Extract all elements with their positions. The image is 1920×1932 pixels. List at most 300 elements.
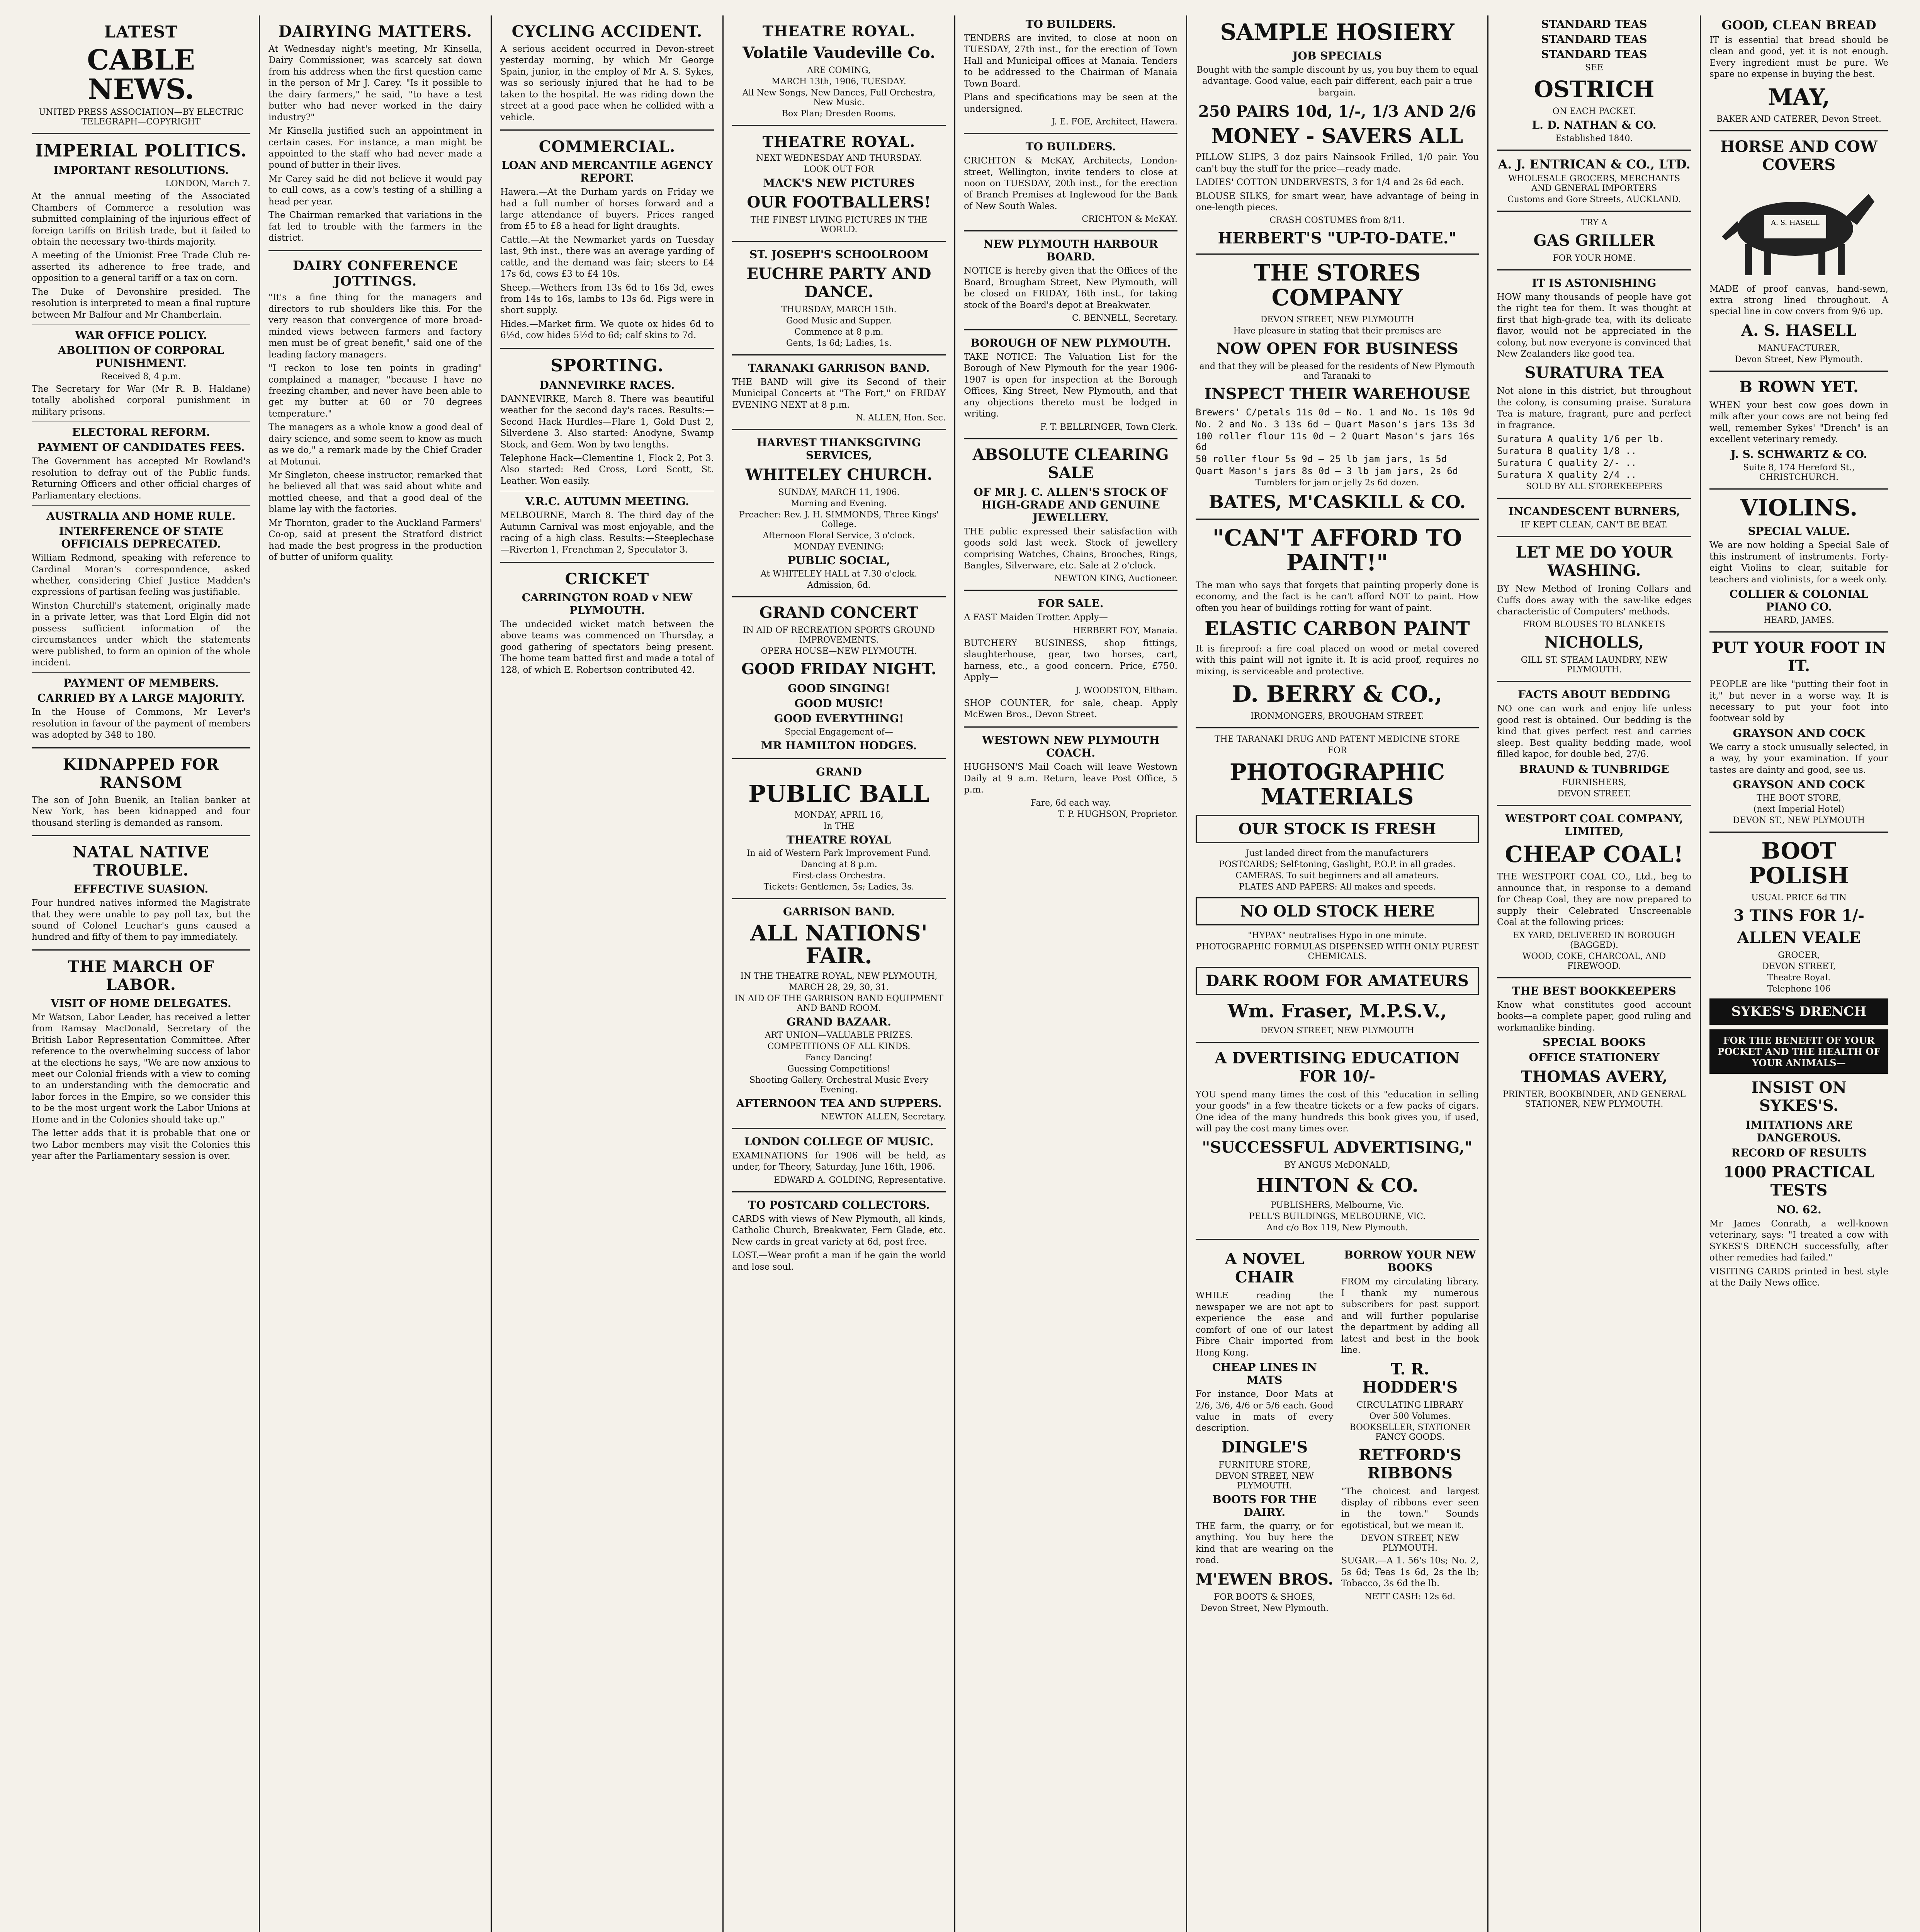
sykes-drench-banner: SYKES'S DRENCH (1709, 998, 1888, 1025)
horse-cover-illustration (1718, 179, 1880, 279)
theatre-royal-line: Theatre Royal. (1767, 973, 1831, 983)
article-paragraph: Hawera.—At the Durham yards on Friday we had a full number of horses forward and a large attendance of buyers. Prices ranged from £5 to £8 a head for light draughts. (500, 187, 714, 231)
pleasure-line: Have pleasure in stating that their premises are (1233, 326, 1441, 336)
interference-heading: INTERFERENCE OF STATE OFFICIALS DEPRECATED. (59, 525, 223, 551)
article-paragraph: A serious accident occurred in Devon-street yesterday morning, by which Mr George Spain, junior, in the employ of Mr A. S. Sykes, was so seriously injured that he had to be taken to the hospital. He was riding down the street at a good pace when he collided with a vehicle. (500, 44, 714, 122)
visiting-text: VISITING CARDS printed in best style at the Daily News office. (1709, 1266, 1888, 1288)
plans-text: Plans and specifications may be seen at the undersigned. (964, 92, 1177, 114)
collier-title: COLLIER & COLONIAL PIANO CO. (1729, 588, 1869, 614)
formulas-line: PHOTOGRAPHIC FORMULAS DISPENSED WITH ONLY PUREST CHEMICALS. (1196, 942, 1479, 961)
visit-heading: VISIT OF HOME DELEGATES. (51, 997, 231, 1010)
elastic-text: It is fireproof: a fire coal placed on wood or metal covered with this paint will not ignite it. It is acid proof, requires no mixing, is serviceable and protective. (1196, 643, 1479, 677)
drug-line: THE TARANAKI DRUG AND PATENT MEDICINE STORE (1214, 735, 1460, 745)
column-news-sport (491, 15, 722, 1932)
dark-room-box: DARK ROOM FOR AMATEURS (1196, 967, 1479, 995)
king-sig: NEWTON KING, Auctioneer. (1054, 574, 1177, 584)
good-clean-title: GOOD, CLEAN BREAD (1721, 18, 1876, 32)
foe-sig: J. E. FOE, Architect, Hawera. (1051, 117, 1177, 127)
cheap-lines-title: CHEAP LINES IN MATS (1212, 1361, 1317, 1387)
ribbon-text: "The choicest and largest display of ribbons ever seen in the town." Sounds egotistical, but we mean it. (1341, 1486, 1479, 1531)
theatre-heading: THEATRE ROYAL. (762, 133, 916, 150)
devon-np-line: Devon Street, New Plymouth. (1200, 1603, 1329, 1613)
box-plan-line: Box Plan; Dresden Rooms. (782, 109, 896, 119)
borrow-title: BORROW YOUR NEW BOOKS (1344, 1248, 1476, 1274)
for-home-line: FOR YOUR HOME. (1553, 253, 1636, 263)
art-union-line: ART UNION—VALUABLE PRIZES. (765, 1030, 913, 1040)
macks-pictures-title: MACK'S NEW PICTURES (763, 177, 915, 189)
westport-title: WESTPORT COAL COMPANY, LIMITED, (1505, 812, 1683, 838)
circulating-line: CIRCULATING LIBRARY (1356, 1400, 1463, 1410)
grade-row: Suratura A quality 1/6 per lb. (1497, 434, 1665, 445)
by-line: BY ANGUS McDONALD, (1284, 1160, 1390, 1170)
article-paragraph: Hides.—Market firm. We quote ox hides 6d to 6½d, cow hides 5½d to 6d; calf skins to 7d. (500, 319, 714, 341)
christchurch-line: Suite 8, 174 Hereford St., CHRISTCHURCH. (1743, 463, 1855, 482)
article-paragraph: Sheep.—Wethers from 13s 6d to 16s 3d, ewes from 14s to 16s, lambs to 13s 6d. Pigs were in short supply. (500, 282, 714, 316)
est-line: Established 1840. (1555, 133, 1633, 143)
cover-text: A. S. HASELL (1770, 218, 1820, 227)
hasell-address: Devon Street, New Plymouth. (1735, 354, 1863, 364)
plates-line: PLATES AND PAPERS: All makes and speeds. (1239, 882, 1436, 892)
column-cable-news (23, 15, 259, 1932)
article-paragraph: A meeting of the Unionist Free Trade Club re-asserted its adherence to free trade, and opposition to a general tariff or a tax on corn. (32, 250, 250, 284)
column-ads-8 (1700, 15, 1897, 1932)
violins-title: VIOLINS. (1740, 494, 1858, 521)
devon-line: DEVON STREET, (1762, 961, 1836, 971)
violins-text: We are now holding a Special Sale of this instrument of instruments. Forty-eight Violins to clear, suitable for teachers and violinists, for a week only. (1709, 540, 1888, 585)
article-paragraph: The Government has accepted Mr Rowland's resolution to defray out of the Public funds. Returning Officers and other official charges of Parliamentary elections. (32, 456, 250, 501)
grand-line: GRAND (816, 765, 862, 779)
insist-title: INSIST ON SYKES'S. (1751, 1078, 1847, 1115)
good-everything: GOOD EVERYTHING! (774, 712, 904, 725)
sunday-line: SUNDAY, MARCH 11, 1906. (778, 488, 900, 498)
hosiery-text: Bought with the sample discount by us, you buy them to equal advantage. Good value, each pair different, each pair a true bargain. (1196, 65, 1478, 98)
herbert-sig: HERBERT FOY, Manaia. (1073, 626, 1177, 636)
abolition-heading: ABOLITION OF CORPORAL PUNISHMENT. (58, 344, 224, 369)
article-paragraph: At Wednesday night's meeting, Mr Kinsella, Dairy Commissioner, was scarcely sat down from his address when the first question came in the person of Mr J. Carey. "Is it possible to the dairy farmers," he said, "to have a test butter who had never worked in the dairy industry?" (268, 44, 482, 122)
dairying-heading: DAIRYING MATTERS. (278, 22, 472, 41)
astonishing-title: IT IS ASTONISHING (1532, 276, 1657, 289)
horse-cow-title: HORSE AND COW COVERS (1720, 137, 1878, 174)
record-line: RECORD OF RESULTS (1731, 1146, 1867, 1159)
put-foot-title: PUT YOUR FOOT IN IT. (1711, 639, 1886, 675)
stock-fresh-box: OUR STOCK IS FRESH (1196, 815, 1479, 843)
coming-line: ARE COMING, (807, 66, 871, 75)
carried-heading: CARRIED BY A LARGE MAJORITY. (37, 692, 245, 705)
allen-sig: N. ALLEN, Hon. Sec. (856, 413, 946, 423)
jewellery-line: OF MR J. C. ALLEN'S STOCK OF HIGH-GRADE AND GENUINE JEWELLERY. (974, 485, 1168, 524)
in-aid-line: IN AID OF THE GARRISON BAND EQUIPMENT AND BAND ROOM. (734, 993, 943, 1013)
horse-icon (1718, 179, 1880, 279)
ladies-text: LADIES' COTTON UNDERVESTS, 3 for 1/4 and 2s 6d each. (1196, 177, 1464, 188)
article-paragraph: Four hundred natives informed the Magistrate that they were unable to pay poll tax, but the sound of Colonel Leuchar's guns caused a hundred and fifty of them to pay immediately. (32, 898, 250, 942)
clearing-sale-title: ABSOLUTE CLEARING SALE (972, 445, 1169, 482)
heard-line: HEARD, JAMES. (1763, 616, 1835, 626)
thursday-line: THURSDAY, MARCH 15th. (781, 305, 897, 315)
article-paragraph: In the House of Commons, Mr Lever's resolution in favour of the payment of members was adopted by 348 to 180. (32, 707, 250, 740)
stores-company-title: THE STORES COMPANY (1254, 260, 1421, 311)
article-paragraph: The managers as a whole know a good deal of dairy science, and some seem to know as much as we do," a remark made by the Chief Grader at Motunui. (268, 422, 482, 467)
public-ball-title: PUBLIC BALL (748, 781, 929, 808)
australia-heading: AUSTRALIA AND HOME RULE. (46, 510, 236, 523)
cycling-heading: CYCLING ACCIDENT. (511, 22, 703, 41)
retford-title: RETFORD'S RIBBONS (1358, 1446, 1461, 1482)
ostrich-title: OSTRICH (1534, 76, 1655, 102)
over-line: Over 500 Volumes. (1369, 1411, 1451, 1421)
imperial-heading: IMPERIAL POLITICS. (35, 141, 247, 161)
astonishing-text: HOW many thousands of people have got the right tea for them. It was thought at first that high-grade tea, with its delicate flavor, would not be appreciated in the colony, but now everyone is convinced that New Zealanders like good tea. (1497, 292, 1691, 359)
guessing-line: Guessing Competitions! (787, 1064, 890, 1074)
sugar-text: SUGAR.—A 1. 56's 10s; No. 2, 5s 6d; Teas 1s 6d, 2s the lb; Tobacco, 3s 6d the lb. (1341, 1556, 1479, 1589)
grayson-text: We carry a stock unusually selected, in a way, by your examination. If your tastes are dainty and good, see us. (1709, 742, 1888, 775)
kidnapped-heading: KIDNAPPED FOR RANSOM (63, 755, 219, 792)
service-line: Afternoon Floral Service, 3 o'clock. (763, 531, 915, 541)
for-sale-title: FOR SALE. (1038, 597, 1104, 610)
box-line: And c/o Box 119, New Plymouth. (1266, 1223, 1408, 1233)
monday-line: MONDAY EVENING: (793, 542, 884, 552)
coal-text: THE WESTPORT COAL CO., Ltd., beg to announce that, in response to a demand for Cheap Coal, they are now prepared to supply their Celebrated Unscreenable Coal at the following prices: (1497, 872, 1691, 928)
money-savers-title: MONEY - SAVERS ALL (1211, 124, 1463, 148)
facts-title: FACTS ABOUT BEDDING (1518, 688, 1670, 701)
theatre-royal-line: THEATRE ROYAL (786, 833, 892, 847)
article-paragraph: The Chairman remarked that variations in the fat led to trouble with the farmers in the district. (268, 210, 482, 243)
teas-line: STANDARD TEAS (1541, 33, 1647, 46)
inspect-line: INSPECT THEIR WAREHOUSE (1204, 385, 1470, 403)
grade-row: Suratura C quality 2/- .. (1497, 457, 1637, 469)
st-josephs-title: ST. JOSEPH'S SCHOOLROOM (749, 248, 928, 261)
exams-text: EXAMINATIONS for 1906 will be held, as under, for Theory, Saturday, June 16th, 1906. (732, 1150, 946, 1172)
column-ads-7 (1487, 15, 1700, 1932)
fare-line: Fare, 6d each way. (1030, 798, 1111, 808)
bennell-sig: C. BENNELL, Secretary. (1072, 313, 1177, 323)
good-singing: GOOD SINGING! (788, 682, 890, 695)
band-text: THE BAND will give its Second of their Municipal Concerts at "The Fort," on FRIDAY EVENING NEXT at 8 p.m. (732, 377, 946, 410)
nicholls-title: NICHOLLS, (1544, 633, 1644, 652)
usual-line: USUAL PRICE 6d TIN (1751, 893, 1847, 903)
dingle-address: DEVON STREET, NEW PLYMOUTH. (1215, 1471, 1314, 1491)
boots-text: THE farm, the quarry, or for anything. You buy here the kind that are wearing on the road. (1196, 1521, 1334, 1566)
hodges-line: MR HAMILTON HODGES. (761, 739, 917, 752)
vrc-heading: V.R.C. AUTUMN MEETING. (525, 495, 689, 508)
cheap-coal-title: CHEAP COAL! (1505, 841, 1684, 867)
grayson-title: GRAYSON AND COCK (1733, 726, 1865, 740)
bellringer-sig: F. T. BELLRINGER, Town Clerk. (1040, 422, 1177, 432)
article-paragraph: The son of John Buenik, an Italian banker at New York, has been kidnapped and four thousand sterling is demanded as ransom. (32, 795, 250, 828)
electoral-heading: ELECTORAL REFORM. (72, 426, 210, 439)
finest-line: THE FINEST LIVING PICTURES IN THE WORLD. (750, 215, 928, 235)
cricket-heading: CRICKET (565, 570, 649, 588)
teas-line: STANDARD TEAS (1541, 48, 1647, 61)
good-friday-title: GOOD FRIDAY NIGHT. (741, 660, 936, 679)
incandescent-title: INCANDESCENT BURNERS, (1508, 505, 1680, 518)
newton-sig: NEWTON ALLEN, Secretary. (821, 1112, 946, 1122)
postcard-text: CARDS with views of New Plymouth, all kinds, Catholic Church, Breakwater, Fern Glade, etc. New cards in great variety at 6d, post free. (732, 1214, 946, 1247)
column-ads-wide (1186, 15, 1487, 1932)
tests-line: 1000 PRACTICAL TESTS (1723, 1163, 1874, 1199)
preacher-line: Preacher: Rev. J. H. SIMMONDS, Three Kings' College. (739, 510, 939, 530)
successful-title: "SUCCESSFUL ADVERTISING," (1202, 1138, 1473, 1157)
commence-line: Commence at 8 p.m. (794, 327, 884, 337)
borough-text: TAKE NOTICE: The Valuation List for the Borough of New Plymouth for the year 1906-1907 is open for inspection at the Borough Offices, King Street, New Plymouth, and that any objections thereto must be lodged in writing. (964, 352, 1177, 419)
for-line: FOR (1327, 746, 1347, 756)
article-paragraph: Telephone Hack—Clementine 1, Flock 2, Pot 3. Also started: Red Cross, Lord Scott, St. Leather. Won easily. (500, 453, 714, 486)
best-book-text: Know what constitutes good account books—a complete paper, good ruling and workmanlike binding. (1497, 1000, 1691, 1033)
trotter-text: A FAST Maiden Trotter. Apply— (964, 612, 1108, 623)
newspaper-page (23, 15, 1897, 1932)
harbour-text: NOTICE is hereby given that the Offices of the Board, Brougham Street, New Plymouth, will be closed on FRIDAY, 16th inst., for taking stock of the Board's depot at Breakwater. (964, 266, 1177, 310)
latest-heading: LATEST (104, 22, 178, 41)
march-labor-heading: THE MARCH OF LABOR. (68, 957, 214, 994)
westown-title: WESTOWN NEW PLYMOUTH COACH. (982, 734, 1160, 760)
vaudeville-title: Volatile Vaudeville Co. (742, 44, 936, 62)
hodder-title: T. R. HODDER'S (1362, 1360, 1458, 1396)
shooting-line: Shooting Gallery. Orchestral Music Every Evening. (749, 1075, 929, 1095)
payment-candidates-heading: PAYMENT OF CANDIDATES FEES. (37, 441, 245, 454)
in-the-line: In THE (823, 821, 855, 832)
article-paragraph: At the annual meeting of the Associated Chambers of Commerce a resolution was submitted complaining of the injurious effect of foreign tariffs on British trade, but it failed to obtain the necessary two-thirds majority. (32, 191, 250, 247)
harvest-title: HARVEST THANKSGIVING SERVICES, (757, 436, 921, 462)
opera-house-line: OPERA HOUSE—NEW PLYMOUTH. (761, 646, 917, 656)
ex-yard-line: EX YARD, DELIVERED IN BOROUGH (BAGGED). (1513, 930, 1675, 950)
next-wed-line: NEXT WEDNESDAY AND THURSDAY. (756, 153, 922, 163)
blinds-line: FROM BLOUSES TO BLANKETS (1523, 620, 1665, 630)
column-dairying (259, 15, 491, 1932)
boot-store-line: THE BOOT STORE, (1757, 793, 1841, 803)
cant-afford-title: "CAN'T AFFORD TO PAINT!" (1212, 525, 1462, 576)
hughson-sig: T. P. HUGHSON, Proprietor. (1058, 809, 1177, 819)
music-line: Good Music and Supper. (786, 316, 892, 326)
berry-title: D. BERRY & CO., (1232, 681, 1443, 707)
schwartz-title: J. S. SCHWARTZ & CO. (1730, 447, 1867, 461)
article-paragraph: Mr Kinsella justified such an appointment in certain cases. For instance, a man might be appointed to the staff who had never made a pound of butter in their lives. (268, 126, 482, 170)
elastic-title: ELASTIC CARBON PAINT (1205, 617, 1470, 639)
packet-line: ON EACH PACKET. (1552, 106, 1636, 116)
nett-line: NETT CASH: 12s 6d. (1364, 1592, 1456, 1602)
adv-text: YOU spend many times the cost of this "education in selling your goods" in a few theatre tickets or a few packs of cigars. One idea of the many hundreds this book gives you, if used, will pay the cost many times over. (1196, 1089, 1479, 1134)
tickets-line: Tickets: Gentlemen, 5s; Ladies, 3s. (763, 882, 914, 892)
grocer-line: GROCER, (1778, 950, 1820, 960)
blouse-text: BLOUSE SILKS, for smart wear, have advantage of being in one-length pieces. (1196, 191, 1479, 213)
just-landed-line: Just landed direct from the manufacturers (1246, 848, 1429, 858)
column-entertainments (722, 15, 954, 1932)
article-paragraph: The undecided wicket match between the above teams was commenced on Thursday, a good gathering of spectators being present. The home team batted first and made a total of 128, of which E. Robertson contributed 42. (500, 619, 714, 675)
telephone-line: Telephone 106 (1767, 984, 1831, 994)
good-music: GOOD MUSIC! (794, 697, 884, 710)
afternoon-line: AFTERNOON TEA AND SUPPERS. (736, 1097, 942, 1110)
morning-line: Morning and Evening. (790, 499, 887, 509)
furnishers-line: FURNISHERS, (1562, 777, 1626, 787)
article-paragraph: "I reckon to lose ten points in grading" complained a manager, "because I have no freezing chamber, and never have been able to get my butter at 60 or 70 degrees temperature." (268, 363, 482, 419)
lookout-line: LOOK OUT FOR (804, 165, 874, 174)
article-paragraph: Mr Thornton, grader to the Auckland Farmers' Co-op, said at present the Stratford district had made the best progress in the production of butter of uniform quality. (268, 518, 482, 563)
facts-text: NO one can work and enjoy life unless good rest is obtained. Our bedding is the kind that gives perfect rest and carries sleep. Best quality bedding made, wool filled kapoc, for double bed, 27/6. (1497, 704, 1691, 760)
received-line: Received 8, 4 p.m. (101, 372, 181, 381)
natal-heading: NATAL NATIVE TROUBLE. (73, 843, 209, 880)
social-line: PUBLIC SOCIAL, (787, 554, 890, 567)
war-office-heading: WAR OFFICE POLICY. (75, 329, 207, 342)
try-line: TRY A (1581, 218, 1607, 228)
golding-sig: EDWARD A. GOLDING, Representative. (774, 1175, 946, 1185)
no-old-stock-box: NO OLD STOCK HERE (1196, 897, 1479, 925)
testimonial-text: Mr James Conrath, a well-known veterinary, says: "I treated a cow with SYKES'S DRENCH successfully, after other remedies had failed." (1709, 1218, 1888, 1263)
suratura-text: Not alone in this district, but throughout the colony, is consuming praise. Suratura Tea is mature, fragrant, pure and perfect in fragrance. (1497, 386, 1691, 430)
for-boots-line: FOR BOOTS & SHOES, (1214, 1592, 1315, 1602)
clean-line: IF KEPT CLEAN, CAN'T BE BEAT. (1521, 520, 1668, 530)
hypax-line: "HYPAX" neutralises Hypo in one minute. (1248, 930, 1427, 940)
tumblers-line: Tumblers for jam or jelly 2s 6d dozen. (1255, 478, 1419, 488)
euchre-title: EUCHRE PARTY AND DANCE. (746, 265, 931, 301)
firstclass-line: First-class Orchestra. (792, 871, 886, 881)
effective-heading: EFFECTIVE SUASION. (73, 883, 209, 896)
butchery-text: BUTCHERY BUSINESS, shop fittings, slaughterhouse, gear, two horses, cart, harness, etc., a good concern. Price, £750. Apply— (964, 638, 1177, 683)
ironmongers-line: IRONMONGERS, BROUGHAM STREET. (1250, 711, 1424, 721)
article-paragraph: DANNEVIRKE, March 8. There was beautiful weather for the second day's races. Results:—Second Hack Hurdles—Flare 1, Gold Dust 2, Silverdene 3. Also started: Anodyne, Swamp Stock, and Gem. Won by two lengths. (500, 394, 714, 450)
brown-text: WHEN your best cow goes down in milk after your cows are not being fed well, remember Sykes' "Drench" is an excellent veterinary remedy. (1709, 400, 1888, 445)
article-paragraph: Winston Churchill's statement, originally made in a private letter, was that Lord Elgin did not possess sufficient information of the circumstances under which the statements were published, to form an opinion of the whole incident. (32, 600, 250, 668)
london-college-title: LONDON COLLEGE OF MUSIC. (744, 1135, 934, 1148)
bates-title: BATES, M'CASKILL & CO. (1208, 492, 1466, 513)
dateline: LONDON, March 7. (165, 179, 250, 189)
crichton-text: CRICHTON & McKAY, Architects, London-street, Wellington, invite tenders to close at noon on TUESDAY, 20th inst., for the erection of Branch Premises at Inglewood for the Bank of New South Wales. (964, 156, 1177, 211)
pairs-line: 250 PAIRS 10d, 1/-, 1/3 AND 2/6 (1198, 102, 1477, 121)
postcard-title: TO POSTCARD COLLECTORS. (748, 1198, 930, 1211)
important-subhead: IMPORTANT RESOLUTIONS. (53, 164, 229, 177)
price-row: No. 2 and No. 3 13s 6d — Quart Mason's jars 13s 3d (1196, 419, 1475, 430)
bookseller-line: BOOKSELLER, STATIONER FANCY GOODS. (1349, 1422, 1471, 1442)
fraser-address: DEVON STREET, NEW PLYMOUTH (1260, 1026, 1414, 1036)
commercial-heading: COMMERCIAL. (539, 138, 676, 156)
monday-april-line: MONDAY, APRIL 16, (794, 810, 884, 820)
mats-text: For instance, Door Mats at 2/6, 3/6, 4/6 or 5/6 each. Good value in mats of every description. (1196, 1389, 1334, 1434)
borough-title: BOROUGH OF NEW PLYMOUTH. (970, 337, 1171, 349)
advertising-title: A DVERTISING EDUCATION FOR 10/- (1215, 1049, 1460, 1085)
column-notices (954, 15, 1186, 1932)
all-nations-title: ALL NATIONS' FAIR. (750, 920, 928, 969)
grayson-title: GRAYSON AND COCK (1733, 778, 1865, 791)
baker-line: BAKER AND CATERER, Devon Street. (1716, 114, 1882, 124)
brown-title: B ROWN YET. (1739, 378, 1859, 396)
hosiery-title: SAMPLE HOSIERY (1220, 19, 1454, 45)
grand-bazaar-line: GRAND BAZAAR. (787, 1015, 891, 1028)
special-line: Special Engagement of— (785, 727, 893, 737)
dannevirke-heading: DANNEVIRKE RACES. (539, 378, 675, 391)
hughson-text: HUGHSON'S Mail Coach will leave Westown Daily at 9 a.m. Return, leave Post Office, 5 p.m. (964, 762, 1177, 795)
covers-text: MADE of proof canvas, hand-sewn, extra strong lined throughout. A special line in cow covers from 9/6 up. (1709, 284, 1888, 317)
special-books-title: SPECIAL BOOKS (1543, 1036, 1646, 1049)
nathan-title: L. D. NATHAN & CO. (1532, 118, 1657, 131)
griller-title: GAS GRILLER (1533, 231, 1655, 250)
novel-chair-title: A NOVEL CHAIR (1225, 1250, 1304, 1287)
borrow-text: FROM my circulating library. I thank my numerous subscribers for past support and will further popularise the department by adding all latest and best in the book line. (1341, 1277, 1479, 1355)
grade-row: Suratura X quality 2/4 .. (1497, 469, 1637, 481)
price-row: 50 roller flour 5s 9d — 25 lb jam jars, 1s 5d (1196, 454, 1447, 465)
grade-row: Suratura B quality 1/8 .. (1497, 446, 1637, 457)
western-line: In aid of Western Park Improvement Fund. (746, 849, 931, 859)
cameras-line: CAMERAS. To suit beginners and all amateurs. (1235, 871, 1439, 881)
job-specials-line: JOB SPECIALS (1293, 49, 1382, 62)
woodston-sig: J. WOODSTON, Eltham. (1075, 685, 1177, 696)
shop-counter-text: SHOP COUNTER, for sale, cheap. Apply McEwen Bros., Devon Street. (964, 698, 1177, 719)
best-book-title: THE BEST BOOKKEEPERS (1512, 984, 1676, 997)
printer-line: PRINTER, BOOKBINDER, AND GENERAL STATIONER, NEW PLYMOUTH. (1502, 1089, 1686, 1109)
dingles-title: DINGLE'S (1221, 1438, 1308, 1456)
sold-line: SOLD BY ALL STOREKEEPERS (1526, 482, 1663, 492)
loan-heading: LOAN AND MERCANTILE AGENCY REPORT. (501, 159, 713, 185)
teas-line: STANDARD TEAS (1541, 18, 1647, 31)
wholesale-line: WHOLESALE GROCERS, MERCHANTS AND GENERAL IMPORTERS (1508, 173, 1680, 193)
article-paragraph: Mr Carey said he did not believe it would pay to cull cows, as a cow's testing of a shilling a head per year. (268, 173, 482, 207)
payment-members-heading: PAYMENT OF MEMBERS. (63, 677, 219, 690)
fancy-line: Fancy Dancing! (805, 1053, 873, 1063)
price-row: 100 roller flour 11s 0d — 2 Quart Mason's jars 16s 6d (1196, 431, 1475, 453)
devon-st-line: DEVON ST., NEW PLYMOUTH (1733, 816, 1865, 826)
novel-text: WHILE reading the newspaper we are not apt to experience the ease and comfort of one of our latest Fibre Chair imported from Hong Kong. (1196, 1291, 1334, 1358)
jewellery-text: THE public expressed their satisfaction with goods sold last week. Stock of jewellery comprising Watches, Chains, Brooches, Rings, Bangles, Silverware, etc. Sale at 2 o'clock. (964, 526, 1177, 571)
in-theatre-line: IN THE THEATRE ROYAL, NEW PLYMOUTH, (740, 971, 938, 981)
article-paragraph: Mr Singleton, cheese instructor, remarked that he believed all that was said about white and mottled cheese, and that a good deal of the blame lay with the factories. (268, 470, 482, 515)
entrican-title: A. J. ENTRICAN & CO., LTD. (1498, 156, 1691, 172)
imitations-line: IMITATIONS ARE DANGEROUS. (1745, 1118, 1852, 1144)
article-paragraph: The letter adds that it is probable that one or two Labor members may visit the Colonies this year after the Parliamentary session is over. (32, 1128, 250, 1162)
garrison-title: GARRISON BAND. (783, 905, 895, 918)
stationery-title: OFFICE STATIONERY (1529, 1051, 1660, 1064)
agency-line: UNITED PRESS ASSOCIATION—BY ELECTRIC TELEGRAPH—COPYRIGHT (38, 107, 244, 127)
songs-line: All New Songs, New Dances, Full Orchestra, New Music. (742, 88, 936, 107)
article-paragraph: MELBOURNE, March 8. The third day of the Autumn Carnival was most enjoyable, and the racing of a high class. Results:—Steeplechase—Riverton 1, Frenchman 2, Speculator 3. (500, 510, 714, 555)
pells-line: PELL'S BUILDINGS, MELBOURNE, VIC. (1249, 1212, 1426, 1222)
bread-text: IT is essential that bread should be clean and good, yet it is not enough. Every ingredient must be pure. We spare no expense in buying the best. (1709, 35, 1888, 80)
article-paragraph: William Redmond, speaking with reference to Cardinal Moran's correspondence, asked whether, considering Chief Justice Madden's expressions of partisan feeling was justifiable. (32, 553, 250, 597)
washing-text: BY New Method of Ironing Collars and Cuffs does away with the saw-like edges characteristic of Computers' methods. (1497, 584, 1691, 617)
foot-text: PEOPLE are like "putting their foot in it," but never in a worse way. It is necessary to put your foot into footwear sold by (1709, 679, 1888, 724)
bottom-ads-row (1196, 1246, 1479, 1614)
three-tins-line: 3 TINS FOR 1/- (1733, 906, 1865, 925)
gents-line: Gents, 1s 6d; Ladies, 1s. (786, 338, 892, 348)
carrington-heading: CARRINGTON ROAD v NEW PLYMOUTH. (522, 591, 693, 617)
date-line: MARCH 13th, 1906, TUESDAY. (771, 77, 906, 87)
sporting-heading: SPORTING. (551, 355, 664, 376)
in-aid-line: IN AID OF RECREATION SPORTS GROUND IMPROVEMENTS. (743, 626, 935, 645)
dancing-line: Dancing at 8 p.m. (800, 860, 877, 870)
boots-title: BOOTS FOR THE DAIRY. (1212, 1493, 1317, 1519)
see-line: SEE (1585, 63, 1604, 73)
postcards-line: POSTCARDS; Self-toning, Gaslight, P.O.P. in all grades. (1219, 859, 1456, 869)
footballers-title: OUR FOOTBALLERS! (747, 193, 931, 211)
march-dates-line: MARCH 28, 29, 30, 31. (789, 982, 889, 992)
paint-text: The man who says that forgets that painting properly done is economy, and the fact is he can't afford NOT to paint. How often you hear of buildings rotting for want of paint. (1196, 580, 1479, 613)
pillow-text: PILLOW SLIPS, 3 doz pairs Nainsook Frilled, 1/0 pair. You can't buy the stuff for the price—ready made. (1196, 152, 1479, 174)
manufacturer-line: MANUFACTURER, (1758, 343, 1840, 353)
devon-line: DEVON STREET, NEW PLYMOUTH (1260, 315, 1414, 325)
article-paragraph: Mr Watson, Labor Leader, has received a letter from Ramsay MacDonald, Secretary of the British Labor Representation Committee. After reference to the overwhelming success of labor at the elections he says, "We are now anxious to meet our Colonial friends with a view to coming to an understanding with the democratic and labor forces in the Empire, so we consider this to be the most urgent work the Labor Unions at Home and in the Colonies should take up." (32, 1012, 250, 1125)
special-value-line: SPECIAL VALUE. (1748, 525, 1850, 538)
dairy-conference-heading: DAIRY CONFERENCE JOTTINGS. (292, 258, 458, 289)
let-me-title: LET ME DO YOUR WASHING. (1516, 543, 1673, 580)
next-line: (next Imperial Hotel) (1753, 804, 1845, 815)
hasell-title: A. S. HASELL (1741, 321, 1857, 340)
mcewen-title: M'EWEN BROS. (1196, 1570, 1334, 1588)
steam-line: GILL ST. STEAM LAUNDRY, NEW PLYMOUTH. (1521, 655, 1668, 675)
tenders-text: TENDERS are invited, to close at noon on TUESDAY, 27th inst., for the erection of Town Hall and Municipal offices at Manaia. Tenders to be addressed to the Chairman of Manaia Town Board. (964, 33, 1177, 89)
whiteley-title: WHITELEY CHURCH. (745, 466, 933, 484)
article-paragraph: The Duke of Devonshire presided. The resolution is interpreted to mean a final rupture between Mr Balfour and Mr Chamberlain. (32, 287, 250, 320)
now-open-line: NOW OPEN FOR BUSINESS (1216, 340, 1458, 358)
lost-text: LOST.—Wear profit a man if he gain the world and lose soul. (732, 1250, 946, 1272)
no62-line: NO. 62. (1776, 1203, 1821, 1216)
price-row: Brewers' C/petals 11s 0d — No. 1 and No. 1s 10s 9d (1196, 407, 1475, 418)
devon-address: DEVON STREET, NEW PLYMOUTH. (1361, 1534, 1460, 1553)
admission-line: Admission, 6d. (807, 580, 871, 590)
braund-title: BRAUND & TUNBRIDGE (1519, 762, 1669, 776)
